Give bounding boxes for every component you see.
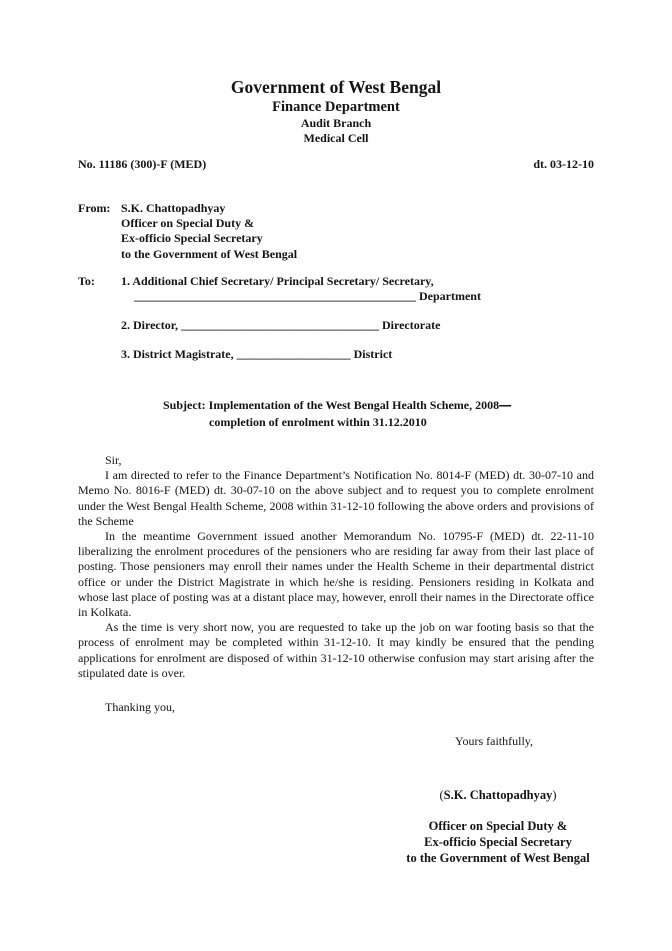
struck-dash: — [499,398,512,412]
directorate-word: Directorate [378,318,441,333]
from-label: From: [78,201,111,215]
to-item-3 [121,347,481,362]
department-title: Finance Department [272,99,400,115]
district-word: District [350,346,393,361]
to-block [78,274,594,362]
body-paragraph: In the meantime Government issued another Memorandum No. 10795-F (MED) dt. 22-11-10 liberalizing the enrolment procedures of the pensioners who are residing far away from their last place of posting. Those pensioners may enroll their names under the Health Scheme in their departmental district office or under the District Magistrate in which he/she is residing. Pensioners residing in Kolkata and whose last place of posting was at a distant place may, however, enroll their names in the Directorate office in Kolkata. [78,529,594,620]
letter-body [78,453,594,681]
subject-label: Subject: [163,398,209,412]
subject-block [163,397,659,430]
reference-row [78,157,594,172]
from-address [121,201,297,262]
letterhead [0,76,672,146]
to-item-1-line-2 [121,289,481,304]
thanking-line: Thanking you, [105,700,175,714]
paren-open: ( [439,788,444,802]
to-label: To: [78,274,95,288]
body-paragraph: As the time is very short now, you are requested to take up the job on war footing basis so that the process of enrolment may be completed within 31-12-10. It may kindly be ensured that the pending applications for enrolment are disposed of within 31-12-10 otherwise confusion may start arising after the stipulated date is over. [78,620,594,680]
blank-line: ___________________ [236,346,351,361]
from-line: to the Government of West Bengal [121,246,298,261]
memo-date: dt. 03-12-10 [533,157,594,171]
memo-number: No. 11186 (300)-F (MED) [78,157,207,171]
from-block [78,201,297,262]
blank-line: _______________________________________________ [134,289,416,304]
from-line: Ex-officio Special Secretary [121,231,263,246]
signatory-name [363,787,633,803]
from-line: S.K. Chattopadhyay [121,201,226,215]
body-paragraph: I am directed to refer to the Finance Department’s Notification No. 8014-F (MED) dt. 30-07-10 and Memo No. 8016-F (MED) dt. 30-07-10 on the above subject and to request you to complete enrolment under the West Bengal Health Scheme, 2008 within 31-12-10 following the above orders and provisions of the Scheme [78,468,594,528]
government-title: Government of West Bengal [230,77,442,97]
director-prefix: 2. Director, [121,318,181,333]
closing-line: Yours faithfully, [455,734,534,748]
to-item-2 [121,318,481,333]
to-address [121,274,481,362]
designation-line: Officer on Special Duty & [428,819,568,833]
cell-title: Medical Cell [303,131,369,145]
designation-line: Ex-officio Special Secretary [424,835,572,849]
signatory-designation [363,818,633,866]
subject-line-1: Implementation of the West Bengal Health Scheme, 2008 [208,398,500,412]
to-item-1-line-1: 1. Additional Chief Secretary/ Principal Secretary/ Secretary, [121,274,434,288]
salutation: Sir, [105,453,122,467]
magistrate-prefix: 3. District Magistrate, [121,346,237,361]
to-item-1 [121,274,481,304]
designation-line: to the Government of West Bengal [406,851,590,865]
from-line: Officer on Special Duty & [121,216,255,231]
branch-title: Audit Branch [300,116,372,130]
blank-line: _________________________________ [180,318,379,333]
signatory-name-text: S.K. Chattopadhyay [443,788,553,802]
department-word: Department [416,289,481,304]
paren-close: ) [552,788,557,802]
subject-line-2: completion of enrolment within 31.12.2010 [209,414,427,429]
